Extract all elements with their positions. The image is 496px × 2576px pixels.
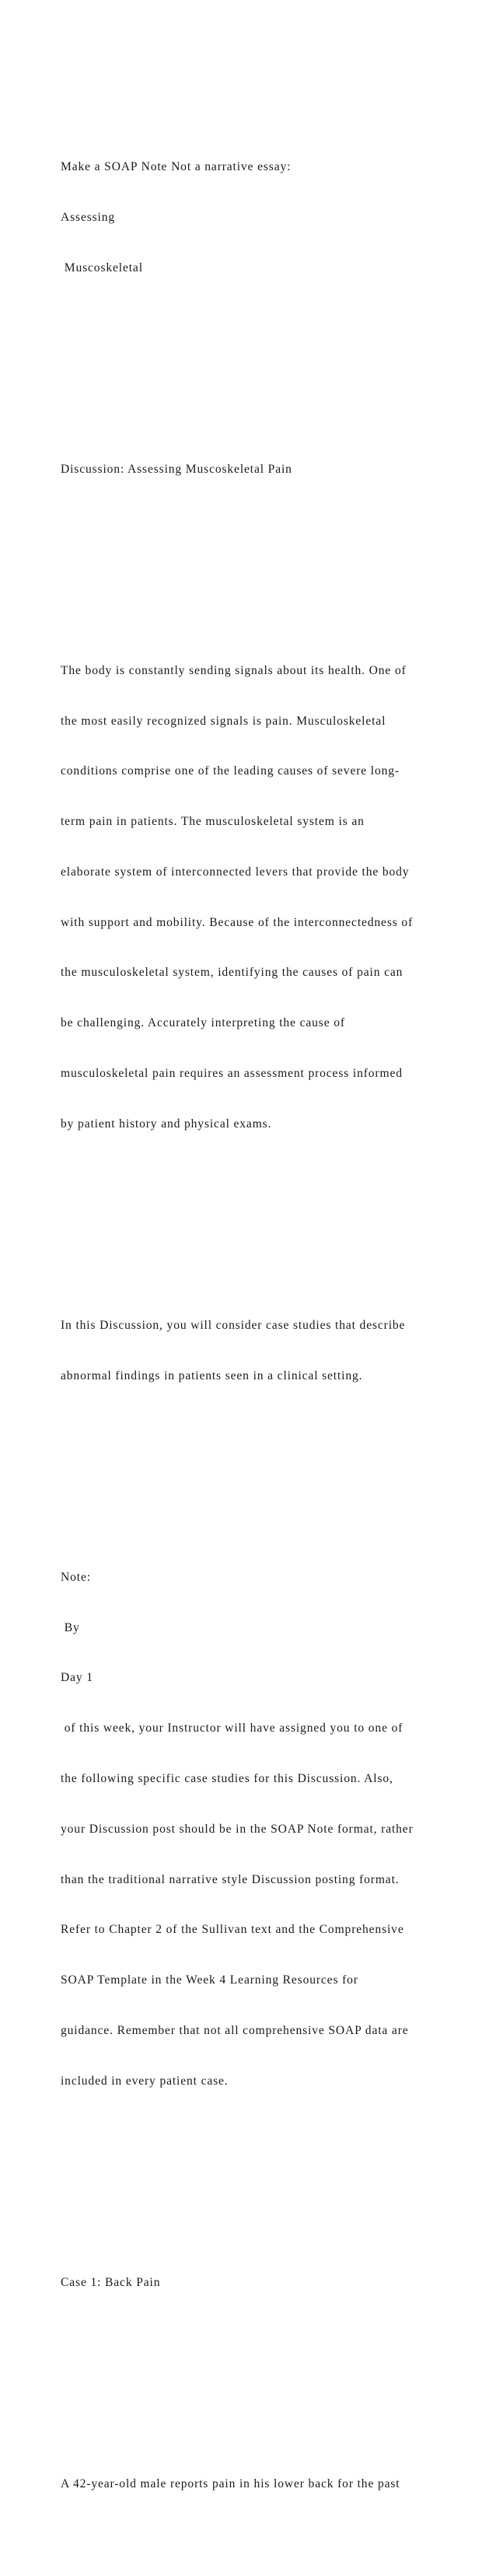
paragraph-line: the musculoskeletal system, identifying the causes of pain can (61, 966, 403, 980)
paragraph-line: A 42-year-old male reports pain in his lower back for the past (61, 2476, 400, 2490)
case-title-block (61, 2241, 434, 2325)
paragraph-line: guidance. Remember that not all comprehensive SOAP data are (61, 2023, 409, 2037)
paragraph-line: conditions comprise one of the leading causes of severe long- (61, 764, 400, 778)
paragraph-line: of this week, your Instructor will have assigned you to one of (61, 1721, 403, 1735)
paragraph-line: abnormal findings in patients seen in a clinical setting. (61, 1368, 363, 1382)
paragraph-line: elaborate system of interconnected levers that provide the body (61, 865, 410, 879)
paragraph-line: Refer to Chapter 2 of the Sullivan text and the Comprehensive (61, 1923, 404, 1937)
paragraph-gap (61, 2173, 434, 2190)
case-title: Case 1: Back Pain (61, 2275, 161, 2289)
paragraph-line: included in every patient case. (61, 2074, 229, 2088)
paragraph-gap (61, 561, 434, 578)
header-block (61, 125, 434, 310)
paragraph-line: In this Discussion, you will consider case studies that describe (61, 1318, 406, 1332)
paragraph-line: Note: (61, 1570, 91, 1584)
intro-paragraph (61, 629, 434, 1166)
case-paragraph (61, 2442, 434, 2526)
paragraph-line: SOAP Template in the Week 4 Learning Resources for (61, 1973, 358, 1987)
paragraph-gap (61, 360, 434, 377)
paragraph-gap (61, 2375, 434, 2392)
header-line: Assessing (61, 210, 116, 224)
paragraph-line: with support and mobility. Because of the interconnectedness of (61, 915, 414, 929)
paragraph-line: the following specific case studies for this Discussion. Also, (61, 1771, 393, 1785)
paragraph-gap (61, 1216, 434, 1233)
paragraph-line: term pain in patients. The musculoskeletal system is an (61, 815, 365, 829)
header-line: Muscoskeletal (61, 260, 143, 274)
discussion-title: Discussion: Assessing Muscoskeletal Pain (61, 462, 292, 476)
paragraph-line: musculoskeletal pain requires an assessment process informed (61, 1067, 403, 1081)
paragraph-line: by patient history and physical exams. (61, 1117, 272, 1131)
paragraph-line: By (61, 1620, 80, 1634)
paragraph-line: Day 1 (61, 1671, 93, 1685)
paragraph-line: the most easily recognized signals is pain. Musculoskeletal (61, 714, 386, 728)
paragraph-line: your Discussion post should be in the SOAP Note format, rather (61, 1822, 414, 1836)
paragraph-line: be challenging. Accurately interpreting the cause of (61, 1016, 345, 1030)
paragraph-gap (61, 1468, 434, 1485)
paragraph-line: than the traditional narrative style Discussion posting format. (61, 1872, 400, 1886)
discussion-title-block (61, 427, 434, 511)
discussion-paragraph (61, 1284, 434, 1418)
document-body (61, 75, 434, 2576)
paragraph-line: The body is constantly sending signals about its health. One of (61, 663, 407, 677)
note-paragraph (61, 1536, 434, 2123)
header-line: Make a SOAP Note Not a narrative essay: (61, 159, 292, 173)
